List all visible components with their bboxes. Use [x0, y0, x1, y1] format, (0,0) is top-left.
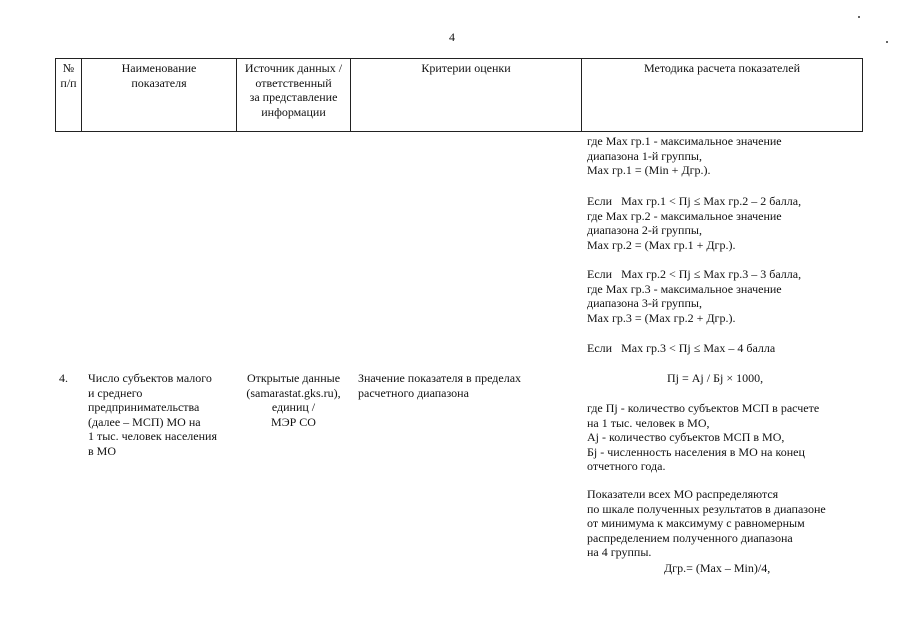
header-calculation-method: Методика расчета показателей — [643, 61, 801, 75]
header-data-source: Источник данных / ответственный за представление информации — [244, 61, 343, 119]
header-evaluation-criteria: Критерии оценки — [421, 61, 511, 75]
page-number: 4 — [449, 30, 455, 44]
scan-speck — [886, 41, 888, 43]
table-right-border — [862, 58, 863, 132]
row4-distribution-text: Показатели всех МО распределяются по шкале полученных результатов в диапазоне от минимума к максимуму с равномерным распределением полученного диапазона на 4 группы. — [587, 487, 826, 559]
method-continuation-group1: где Мах гр.1 - максимальное значение диапазона 1-й группы, Мах гр.1 = (Min + Дгр.). — [587, 134, 782, 177]
row4-number: 4. — [59, 371, 68, 385]
table-top-border — [55, 58, 863, 59]
row4-formula: Пj = Аj / Бj × 1000, — [667, 371, 764, 385]
method-continuation-group3: Если Мах гр.2 < Пj ≤ Мах гр.3 – 3 балла, где Мах гр.3 - максимальное значение диапазона 3-й группы, Мах гр.3 = (Мах гр.2 + Дгр.). — [587, 267, 802, 325]
method-continuation-group2: Если Мах гр.1 < Пj ≤ Мах гр.2 – 2 балла, где Мах гр.2 - максимальное значение диапазона 2-й группы, Мах гр.2 = (Мах гр.1 + Дгр.). — [587, 194, 802, 252]
header-indicator-name: Наименование показателя — [121, 61, 197, 90]
header-number: № п/п — [60, 61, 77, 90]
scan-speck — [858, 16, 860, 18]
method-continuation-group4: Если Мах гр.3 < Пj ≤ Мах – 4 балла — [587, 341, 776, 355]
row4-data-source: Открытые данные (samarastat.gks.ru), единиц / МЭР СО — [246, 371, 341, 429]
header-bottom-border — [55, 131, 863, 132]
row4-range-formula: Дгр.= (Мах – Min)/4, — [664, 561, 771, 575]
row4-formula-description: где Пj - количество субъектов МСП в расчете на 1 тыс. человек в МО, Аj - количество субъектов МСП в МО, Бj - численность населения в МО на конец отчетного года. — [587, 401, 820, 473]
row4-indicator-name: Число субъектов малого и среднего предпринимательства (далее – МСП) МО на 1 тыс. человек населения в МО — [88, 371, 217, 458]
row4-criteria: Значение показателя в пределах расчетного диапазона — [358, 371, 522, 400]
